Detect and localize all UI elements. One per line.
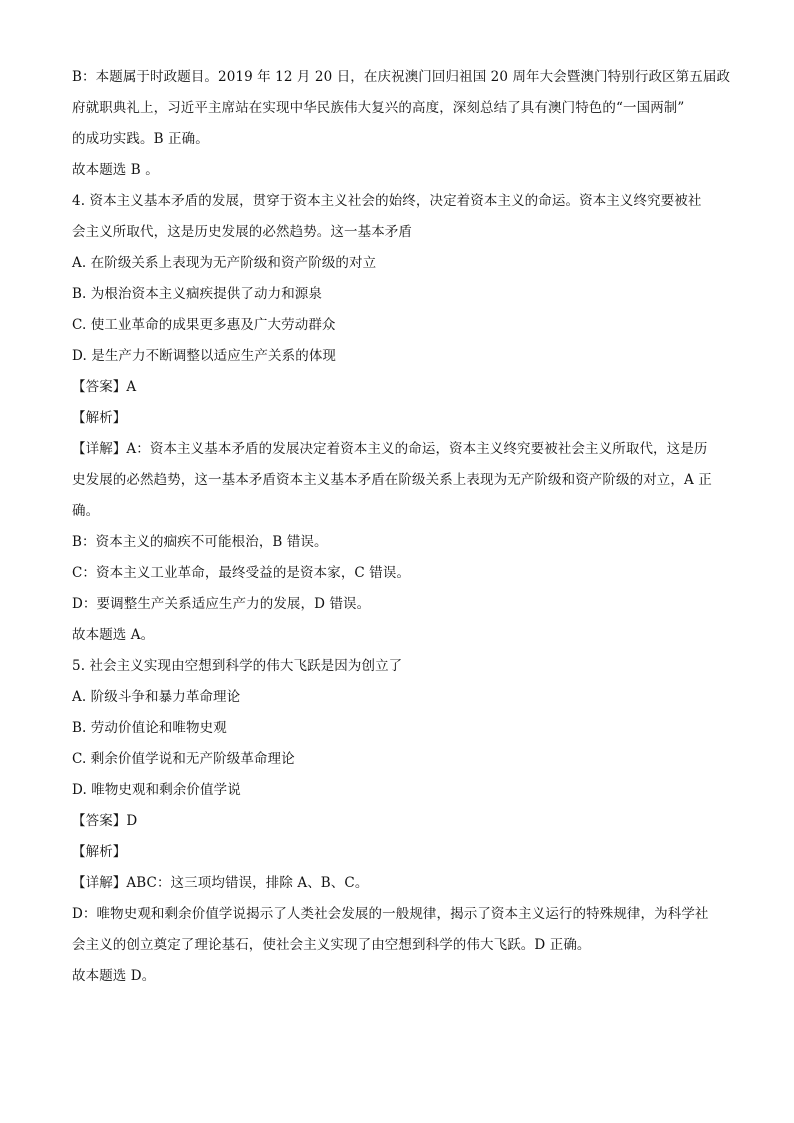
conclusion-line: 故本题选 A。	[72, 627, 155, 643]
option-d: D. 是生产力不断调整以适应生产关系的体现	[72, 348, 337, 364]
option-b: B. 为根治资本主义痼疾提供了动力和源泉	[72, 286, 323, 302]
explanation-line: 【详解】A：资本主义基本矛盾的发展决定着资本主义的命运，资本主义终究要被社会主义所取代，这是历	[72, 441, 708, 457]
paragraph-line: B：本题属于时政题目。2019 年 12 月 20 日，在庆祝澳门回归祖国 20 周年大会暨澳门特别行政区第五届政	[72, 69, 731, 85]
explanation-line: 【详解】ABC：这三项均错误，排除 A、B、C。	[72, 875, 369, 891]
explanation-line: D：唯物史观和剩余价值学说揭示了人类社会发展的一般规律，揭示了资本主义运行的特殊规律，为科学社	[72, 906, 709, 922]
analysis-label: 【解析】	[72, 410, 127, 426]
explanation-line: C：资本主义工业革命，最终受益的是资本家，C 错误。	[72, 565, 411, 581]
analysis-label: 【解析】	[72, 844, 127, 860]
question-4-stem: 4. 资本主义基本矛盾的发展，贯穿于资本主义社会的始终，决定着资本主义的命运。资本主义终究要被社	[72, 193, 702, 209]
option-d: D. 唯物史观和剩余价值学说	[72, 782, 241, 798]
answer-label: 【答案】D	[72, 813, 138, 829]
paragraph-line: 府就职典礼上，习近平主席站在实现中华民族伟大复兴的高度，深刻总结了具有澳门特色的“一国两制”	[72, 100, 685, 116]
explanation-line: D：要调整生产关系适应生产力的发展，D 错误。	[72, 596, 371, 612]
explanation-line: 会主义的创立奠定了理论基石，使社会主义实现了由空想到科学的伟大飞跃。D 正确。	[72, 937, 591, 953]
explanation-line: B：资本主义的痼疾不可能根治，B 错误。	[72, 534, 328, 550]
conclusion-line: 故本题选 B 。	[72, 162, 159, 178]
option-c: C. 使工业革命的成果更多惠及广大劳动群众	[72, 317, 336, 333]
explanation-line: 史发展的必然趋势，这一基本矛盾资本主义基本矛盾在阶级关系上表现为无产阶级和资产阶级的对立，A 正	[72, 472, 712, 488]
answer-label: 【答案】A	[72, 379, 137, 395]
question-4-stem: 会主义所取代，这是历史发展的必然趋势。这一基本矛盾	[72, 224, 412, 240]
explanation-line: 确。	[72, 503, 100, 519]
document-page	[72, 62, 731, 992]
option-a: A. 在阶级关系上表现为无产阶级和资产阶级的对立	[72, 255, 377, 271]
option-c: C. 剩余价值学说和无产阶级革命理论	[72, 751, 295, 767]
option-b: B. 劳动价值论和唯物史观	[72, 720, 227, 736]
conclusion-line: 故本题选 D。	[72, 968, 156, 984]
option-a: A. 阶级斗争和暴力革命理论	[72, 689, 241, 705]
question-5-stem: 5. 社会主义实现由空想到科学的伟大飞跃是因为创立了	[72, 658, 403, 674]
paragraph-line: 的成功实践。B 正确。	[72, 131, 209, 147]
